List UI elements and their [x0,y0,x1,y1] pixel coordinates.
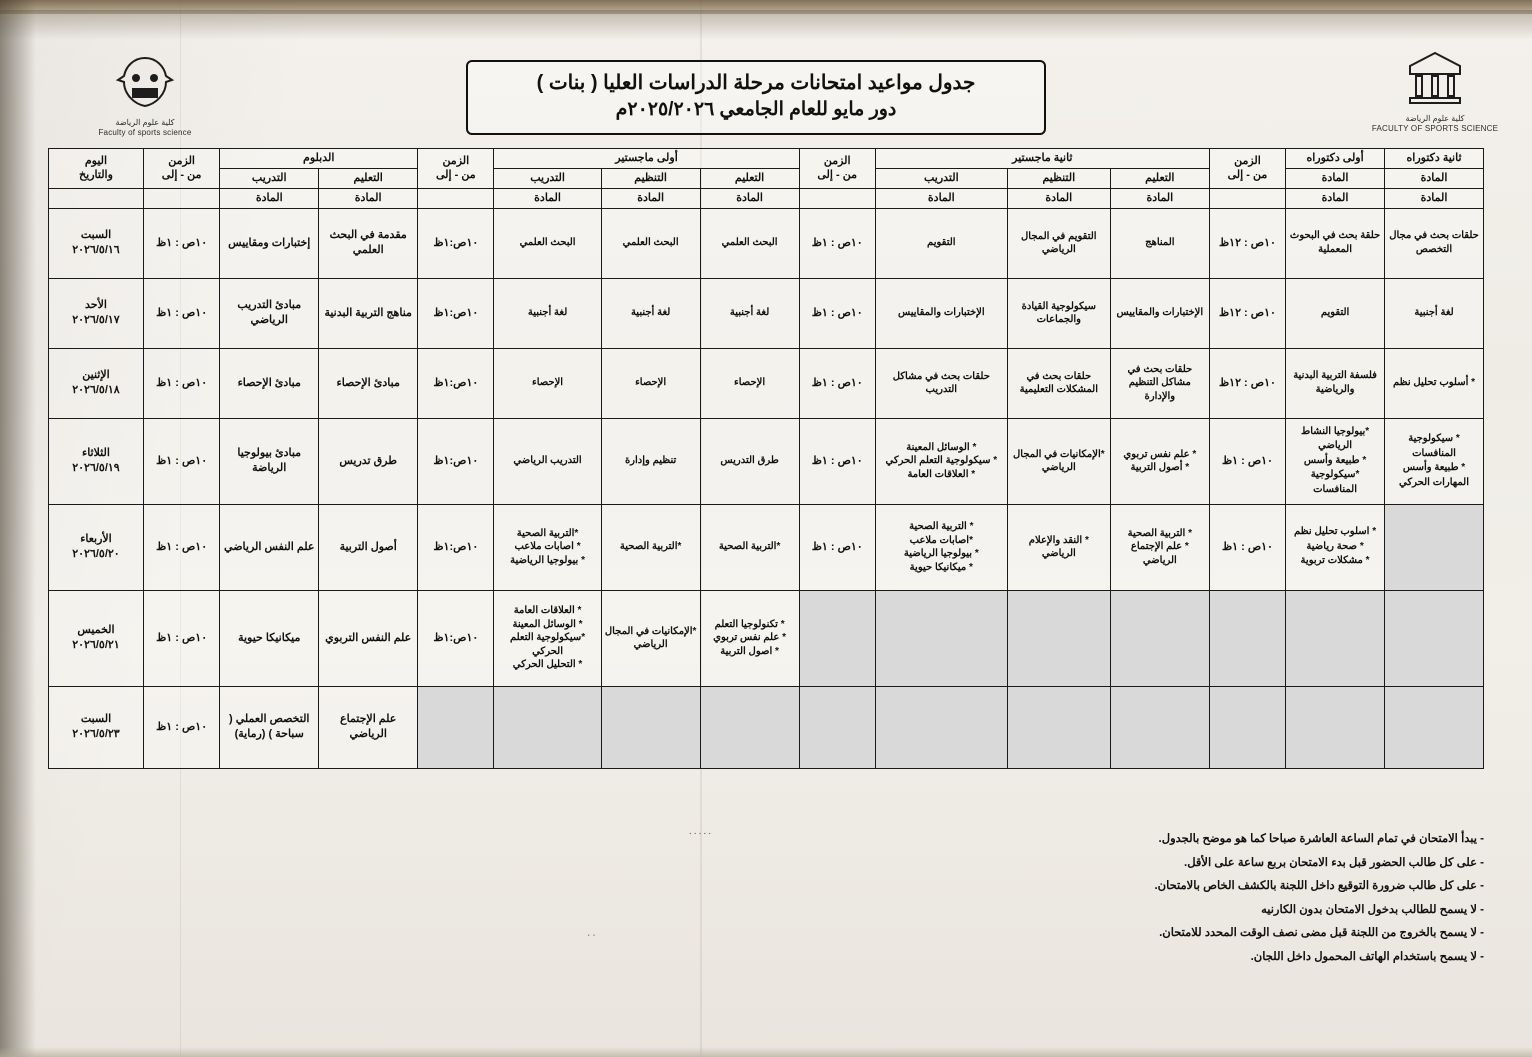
cell-doctorate1-0: حلقة بحث في البحوث المعملية [1286,208,1385,278]
cell-time-m1-0: ١٠ص:١ظ [418,208,494,278]
cell-m1-tanzeem-2: الإحصاء [601,348,700,418]
cell-m2-taleem-5 [1110,590,1209,686]
instruction-line-1: - على كل طالب الحضور قبل بدء الامتحان بربع ساعة على الأقل. [1184,856,1484,869]
header-time-masters2: الزمن من - إلى [799,149,875,189]
cell-m1-taleem-4: *التربية الصحية [700,504,799,590]
mada-time2 [418,188,494,208]
header-diploma: الدبلوم [220,149,418,169]
cell-m1-tadreeb-3: التدريب الرياضي [494,418,601,504]
instruction-line-5: - لا يسمح باستخدام الهاتف المحمول داخل اللجان. [1250,950,1484,963]
header-time-diploma: الزمن من - إلى [143,149,219,189]
header-masters1: أولى ماجستير [494,149,799,169]
cell-day-6: السبت ٢٠٢٦/٥/٢٣ [49,686,144,768]
cell-doctorate2-1: لغة أجنبية [1385,278,1484,348]
mada-day [49,188,144,208]
cell-day-5: الخميس ٢٠٢٦/٥/٢١ [49,590,144,686]
logo-right-line1: كلية علوم الرياضة [115,118,175,127]
cell-time-doctorate-3: ١٠ص : ١ظ [1209,418,1285,504]
cell-m2-tanzeem-6 [1007,686,1110,768]
cell-time-m1-4: ١٠ص:١ظ [418,504,494,590]
header-mada-doc2: المادة [1385,168,1484,188]
cell-time-m2-5 [799,590,875,686]
cell-dip-tadreeb-2: مبادئ الإحصاء [220,348,319,418]
instruction-line-2: - على كل طالب ضرورة التوقيع داخل اللجنة بالكشف الخاص بالامتحان. [1154,880,1484,893]
cell-dip-taleem-2: مبادئ الإحصاء [319,348,418,418]
cell-m2-tadreeb-5 [875,590,1007,686]
instruction-line-3: - لا يسمح للطالب بدخول الامتحان بدون الكارنيه [1261,903,1484,916]
cell-doctorate2-4 [1385,504,1484,590]
cell-m2-tadreeb-1: الإختبارات والمقاييس [875,278,1007,348]
header-m2-taleem: التعليم [1110,168,1209,188]
cell-day-2: الإثنين ٢٠٢٦/٥/١٨ [49,348,144,418]
faint-mark: ٠٠ [586,930,597,941]
cell-m1-tanzeem-1: لغة أجنبية [601,278,700,348]
cell-doctorate1-6 [1286,686,1385,768]
university-logo-left [1360,50,1510,134]
cell-m2-taleem-1: الإختبارات والمقاييس [1110,278,1209,348]
cell-day-3: الثلاثاء ٢٠٢٦/٥/١٩ [49,418,144,504]
cell-time-m1-1: ١٠ص:١ظ [418,278,494,348]
cell-doctorate2-3: * سيكولوجية المنافسات * طبيعة وأسس المهارات الحركي [1385,418,1484,504]
page-title: جدول مواعيد امتحانات مرحلة الدراسات العليا ( بنات ) [536,72,976,94]
header-m2-tanzeem: التنظيم [1007,168,1110,188]
cell-m1-taleem-6 [700,686,799,768]
exam-schedule-table [48,148,1484,769]
cell-m1-tadreeb-1: لغة أجنبية [494,278,601,348]
mada-m2-tanzeem: المادة [1007,188,1110,208]
table-row [49,504,1484,590]
cell-m1-taleem-0: البحث العلمي [700,208,799,278]
mada-time1 [143,188,219,208]
cell-m1-tadreeb-6 [494,686,601,768]
cell-m2-taleem-0: المناهج [1110,208,1209,278]
cell-time-doctorate-0: ١٠ص : ١٢ظ [1209,208,1285,278]
cell-time-m1-3: ١٠ص:١ظ [418,418,494,504]
cell-time-doctorate-6 [1209,686,1285,768]
cell-time-dip-3: ١٠ص : ١ظ [143,418,219,504]
logo-left-line1: كلية علوم الرياضة [1405,114,1465,123]
cell-time-m2-4: ١٠ص : ١ظ [799,504,875,590]
cell-dip-taleem-5: علم النفس التربوي [319,590,418,686]
cell-m1-taleem-2: الإحصاء [700,348,799,418]
cell-m1-tanzeem-3: تنظيم وإدارة [601,418,700,504]
cell-dip-taleem-6: علم الإجتماع الرياضي [319,686,418,768]
cell-dip-tadreeb-0: إختبارات ومقاييس [220,208,319,278]
header-m1-taleem: التعليم [700,168,799,188]
cell-dip-taleem-4: أصول التربية [319,504,418,590]
cell-day-0: السبت ٢٠٢٦/٥/١٦ [49,208,144,278]
mada-doc2-b: المادة [1385,188,1484,208]
cell-time-dip-4: ١٠ص : ١ظ [143,504,219,590]
cell-time-m2-3: ١٠ص : ١ظ [799,418,875,504]
exam-instructions [964,828,1484,969]
cell-m2-tanzeem-3: *الإمكانيات في المجال الرياضي [1007,418,1110,504]
cell-time-dip-5: ١٠ص : ١ظ [143,590,219,686]
cell-doctorate2-5 [1385,590,1484,686]
cell-m1-tanzeem-0: البحث العلمي [601,208,700,278]
cell-m1-tanzeem-4: *التربية الصحية [601,504,700,590]
table-row [49,686,1484,768]
instruction-line-0: - يبدأ الامتحان في تمام الساعة العاشرة صباحا كما هو موضح بالجدول. [1158,833,1484,845]
mada-dip-taleem: المادة [319,188,418,208]
cell-m2-tadreeb-4: * التربية الصحية *اصابات ملاعب * بيولوجيا الرياضية * ميكانيكا حيوية [875,504,1007,590]
cell-time-dip-1: ١٠ص : ١ظ [143,278,219,348]
faint-stamp: ٠٠٠٠٠ [687,828,713,838]
cell-m2-taleem-6 [1110,686,1209,768]
table-header-groups [49,149,1484,169]
crest-icon [114,54,176,110]
table-header-mada-row [49,188,1484,208]
cell-doctorate2-2: * أسلوب تحليل نظم [1385,348,1484,418]
cell-doctorate1-2: فلسفة التربية البدنية والرياضية [1286,348,1385,418]
cell-m1-tadreeb-4: *التربية الصحية * اصابات ملاعب * بيولوجيا الرياضية [494,504,601,590]
cell-time-dip-6: ١٠ص : ١ظ [143,686,219,768]
document-title-box [466,60,1046,135]
table-row [49,208,1484,278]
cell-time-m1-2: ١٠ص:١ظ [418,348,494,418]
cell-time-doctorate-2: ١٠ص : ١٢ظ [1209,348,1285,418]
cell-m2-tadreeb-3: * الوسائل المعينة * سيكولوجية التعلم الحركي * العلاقات العامة [875,418,1007,504]
header-mada-doc1: المادة [1286,168,1385,188]
table-row [49,348,1484,418]
header-doctorate1: أولى دكتوراه [1286,149,1385,169]
cell-m2-tanzeem-1: سيكولوجية القيادة والجماعات [1007,278,1110,348]
table-body [49,208,1484,768]
cell-dip-taleem-1: مناهج التربية البدنية [319,278,418,348]
header-m2-tadreeb: التدريب [875,168,1007,188]
cell-dip-tadreeb-1: مبادئ التدريب الرياضي [220,278,319,348]
cell-time-m2-0: ١٠ص : ١ظ [799,208,875,278]
cell-m2-tanzeem-2: حلقات بحث في المشكلات التعليمية [1007,348,1110,418]
cell-time-doctorate-4: ١٠ص : ١ظ [1209,504,1285,590]
cell-m1-tanzeem-5: *الإمكانيات في المجال الرياضي [601,590,700,686]
cell-doctorate2-0: حلقات بحث في مجال التخصص [1385,208,1484,278]
mada-m2-tadreeb: المادة [875,188,1007,208]
header-time-doctorate: الزمن من - إلى [1209,149,1285,189]
cell-m2-tanzeem-4: * النقد والإعلام الرياضي [1007,504,1110,590]
table-row [49,278,1484,348]
mada-m1-taleem: المادة [700,188,799,208]
header-time-masters1: الزمن من - إلى [418,149,494,189]
cell-doctorate1-4: * اسلوب تحليل نظم * صحة رياضية * مشكلات تربوية [1286,504,1385,590]
cell-doctorate2-6 [1385,686,1484,768]
mada-time3 [799,188,875,208]
faculty-crest-icon [1404,50,1466,106]
header-m1-tadreeb: التدريب [494,168,601,188]
cell-dip-tadreeb-5: ميكانيكا حيوية [220,590,319,686]
cell-day-4: الأربعاء ٢٠٢٦/٥/٢٠ [49,504,144,590]
header-masters2: ثانية ماجستير [875,149,1209,169]
mada-time4 [1209,188,1285,208]
cell-doctorate1-5 [1286,590,1385,686]
cell-doctorate1-1: التقويم [1286,278,1385,348]
cell-time-dip-0: ١٠ص : ١ظ [143,208,219,278]
cell-m1-taleem-3: طرق التدريس [700,418,799,504]
cell-day-1: الأحد ٢٠٢٦/٥/١٧ [49,278,144,348]
cell-m1-tanzeem-6 [601,686,700,768]
mada-m1-tadreeb: المادة [494,188,601,208]
cell-m2-taleem-2: حلقات بحث في مشاكل التنظيم والإدارة [1110,348,1209,418]
cell-m2-tanzeem-5 [1007,590,1110,686]
cell-m2-tadreeb-2: حلقات بحث في مشاكل التدريب [875,348,1007,418]
cell-time-m2-1: ١٠ص : ١ظ [799,278,875,348]
cell-time-doctorate-1: ١٠ص : ١٢ظ [1209,278,1285,348]
scan-edge-shadow [0,0,36,1057]
cell-dip-tadreeb-3: مبادئ بيولوجيا الرياضة [220,418,319,504]
cell-dip-taleem-3: طرق تدريس [319,418,418,504]
mada-doc1-b: المادة [1286,188,1385,208]
header-doctorate2: ثانية دكتوراه [1385,149,1484,169]
cell-time-m1-5: ١٠ص:١ظ [418,590,494,686]
cell-m2-tadreeb-0: التقويم [875,208,1007,278]
cell-m1-tadreeb-2: الإحصاء [494,348,601,418]
cell-m2-taleem-4: * التربية الصحية * علم الإجتماع الرياضي [1110,504,1209,590]
cell-m1-tadreeb-0: البحث العلمي [494,208,601,278]
cell-doctorate1-3: *بيولوجيا النشاط الرياضي * طبيعة وأسس *سيكولوجية المنافسات [1286,418,1385,504]
header-day-date: اليوم والتاريخ [49,149,144,189]
header-m1-tanzeem: التنظيم [601,168,700,188]
cell-time-dip-2: ١٠ص : ١ظ [143,348,219,418]
cell-dip-tadreeb-6: التخصص العملي ( سباحة ) (رماية) [220,686,319,768]
table-row [49,418,1484,504]
instruction-line-4: - لا يسمح بالخروج من اللجنة قبل مضى نصف الوقت المحدد للامتحان. [1159,927,1484,940]
page-subtitle: دور مايو للعام الجامعي ٢٠٢٥/٢٠٢٦م [615,99,897,120]
header-dip-tadreeb: التدريب [220,168,319,188]
university-logo-right [50,54,240,138]
cell-time-m2-6 [799,686,875,768]
table-row [49,590,1484,686]
page-header [0,26,1532,136]
cell-time-doctorate-5 [1209,590,1285,686]
logo-left-line2: FACULTY OF SPORTS SCIENCE [1371,124,1499,133]
header-dip-taleem: التعليم [319,168,418,188]
cell-time-m1-6 [418,686,494,768]
cell-m2-tadreeb-6 [875,686,1007,768]
cell-dip-taleem-0: مقدمة في البحث العلمي [319,208,418,278]
mada-dip-tadreeb: المادة [220,188,319,208]
cell-m1-taleem-5: * تكنولوجيا التعلم * علم نفس تربوي * اصول التربية [700,590,799,686]
logo-right-line2: Faculty of sports science [98,128,192,137]
cell-dip-tadreeb-4: علم النفس الرياضي [220,504,319,590]
cell-time-m2-2: ١٠ص : ١ظ [799,348,875,418]
cell-m2-taleem-3: * علم نفس تربوي * أصول التربية [1110,418,1209,504]
cell-m1-taleem-1: لغة أجنبية [700,278,799,348]
cell-m1-tadreeb-5: * العلاقات العامة * الوسائل المعينة *سيكولوجية التعلم الحركي * التحليل الحركي [494,590,601,686]
mada-m1-tanzeem: المادة [601,188,700,208]
mada-m2-taleem: المادة [1110,188,1209,208]
cell-m2-tanzeem-0: التقويم في المجال الرياضي [1007,208,1110,278]
